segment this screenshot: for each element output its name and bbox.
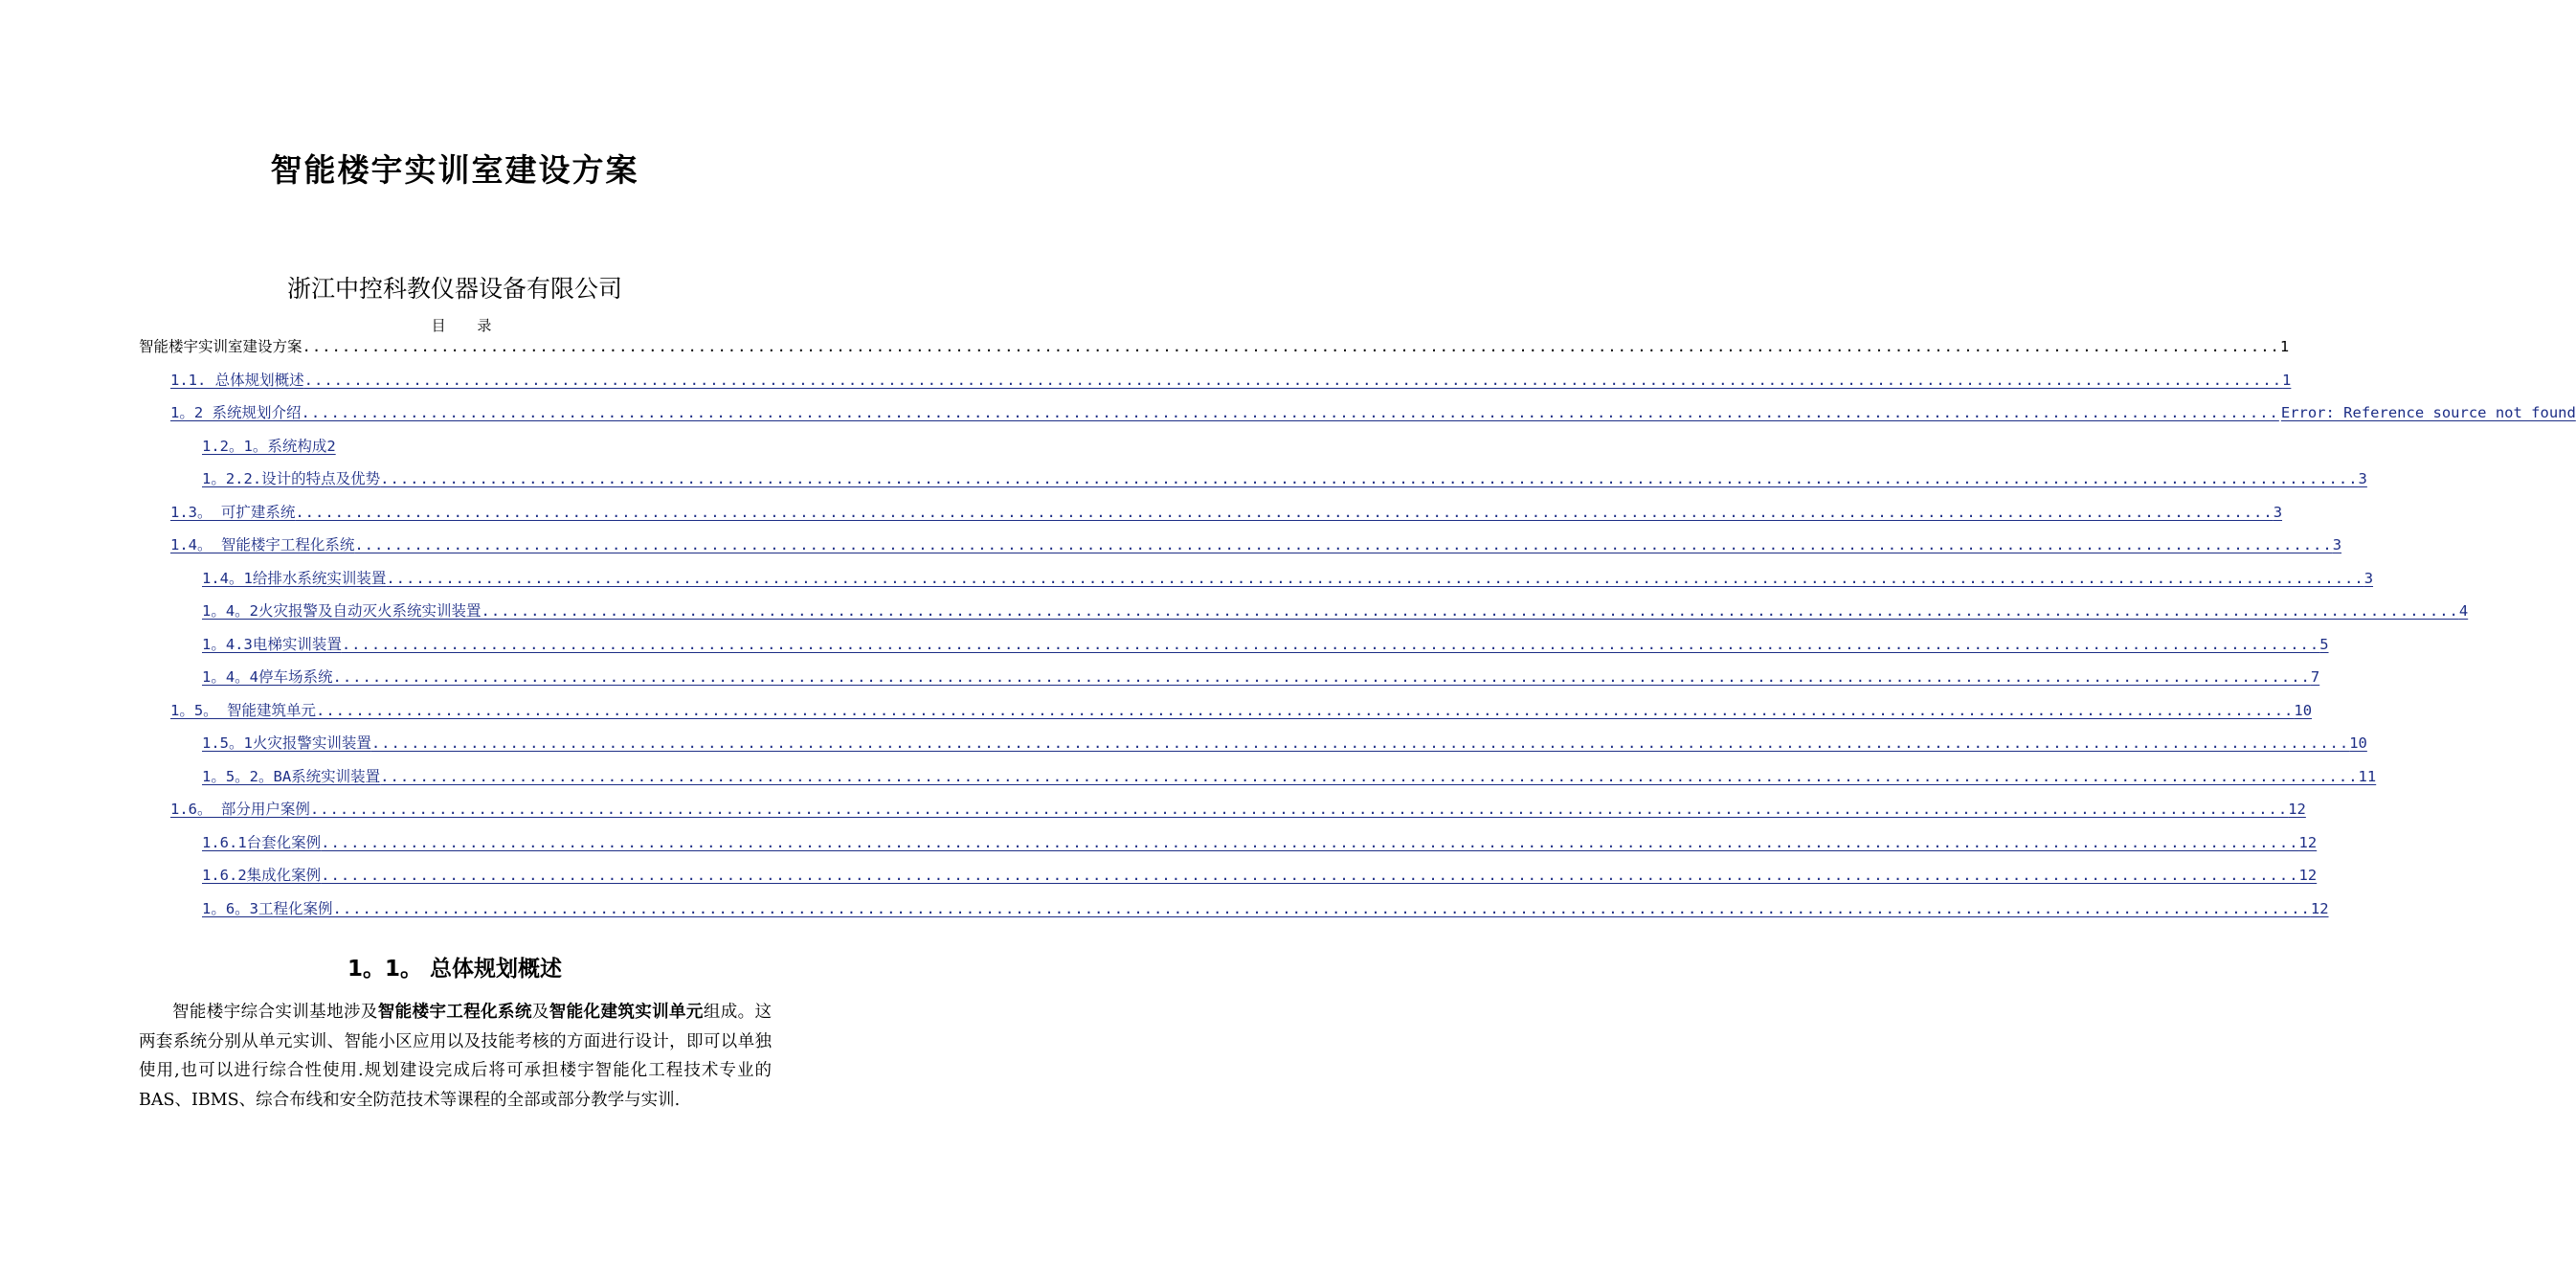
toc-entry[interactable] [170,798,2306,821]
toc-dot-leader: ........................................................................................................................................................................................................ [321,867,2299,884]
toc-dot-leader: ........................................................................................................................................................................................................ [295,503,2274,521]
toc-dot-leader: ........................................................................................................................................................................................................ [370,734,2350,752]
toc-entry-label: 1.5。1火灾报警实训装置 [202,734,371,752]
toc-entry[interactable] [170,369,2292,392]
toc-entry[interactable] [202,467,2367,490]
toc-entry-label: 1。4。2火灾报警及自动灭火系统实训装置 [202,602,482,620]
toc-dot-leader: ........................................................................................................................................................................................................ [380,767,2359,785]
toc-entry-page: 3 [2363,569,2374,587]
toc-entry-page: 12 [2298,867,2318,884]
toc-entry-label: 1.4。1给排水系统实训装置 [202,569,387,587]
toc-entry-label: 1.6.2集成化案例 [202,867,322,884]
toc-dot-leader: ........................................................................................................................................................................................................ [380,470,2359,487]
toc-entry-page: 1 [2279,338,2290,355]
toc-dot-leader: ........................................................................................................................................................................................................ [386,569,2364,587]
toc-entry-label: 1。6。3工程化案例 [202,899,333,917]
toc-entry-page: 10 [2349,734,2367,752]
toc-entry[interactable] [202,567,2374,590]
toc-entry-page: 7 [2310,668,2320,686]
toc-entry-page: 12 [2298,833,2318,851]
paragraph-text: 及 [531,1003,549,1022]
toc-dot-leader: ........................................................................................................................................................................................................ [332,668,2311,686]
body-paragraph [139,998,772,1115]
toc-entry-page: 1 [2282,371,2292,389]
toc-entry[interactable] [202,765,2377,788]
toc-entry[interactable] [202,897,2329,920]
toc-dot-leader: ........................................................................................................................................................................................................ [341,635,2320,653]
toc-entry-page: 3 [2332,536,2342,553]
paragraph-text: 智能楼宇综合实训基地涉及 [172,1003,378,1022]
company-name: 浙江中控科教仪器设备有限公司 [286,275,622,303]
toc-entry-page: 3 [2273,503,2283,521]
toc-entry-page: 5 [2319,635,2329,653]
toc-entry-label: 1.1. 总体规划概述 [170,371,304,389]
toc-entry-page: 12 [2310,899,2329,917]
toc-entry[interactable] [202,666,2320,689]
toc-dot-leader: ........................................................................................................................................................................................................ [316,701,2295,719]
toc-entry[interactable] [202,599,2469,622]
toc-dot-leader: ........................................................................................................................................................................................................ [354,536,2333,553]
toc-entry-page: 4 [2458,602,2469,620]
toc-entry[interactable] [170,699,2313,722]
toc-entry-label: 1。4.3电梯实训装置 [202,635,342,653]
toc-entry-label: 1。2.2.设计的特点及优势 [202,470,381,487]
document-title: 智能楼宇实训室建设方案 [270,151,639,189]
toc-entry-error: Error: Reference source not found [2280,404,2576,421]
toc-dot-leader: ........................................................................................................................................................................................................ [321,833,2299,851]
toc-entry-label: 1.6。 部分用户案例 [170,801,310,818]
toc-entry-page: 3 [2358,470,2367,487]
toc-entry-label: 1.3。 可扩建系统 [170,503,296,521]
toc-entry-page: 12 [2288,801,2306,818]
toc-entry[interactable] [202,831,2318,854]
toc-entry[interactable] [170,533,2342,556]
toc-entry [139,335,2290,358]
toc-entry-page: 10 [2294,701,2313,719]
toc-entry-label: 智能楼宇实训室建设方案 [139,338,302,355]
toc-dot-leader: ........................................................................................................................................................................................................ [481,602,2459,620]
toc-entry[interactable] [202,732,2367,755]
toc-entry-label: 1.4。 智能楼宇工程化系统 [170,536,355,553]
toc-entry-label: 1。4。4停车场系统 [202,668,333,686]
paragraph-bold-term: 智能化建筑实训单元 [549,1003,704,1022]
section-heading: 1。1。 总体规划概述 [347,957,562,982]
paragraph-bold-term: 智能楼宇工程化系统 [377,1003,532,1022]
toc-dot-leader: ........................................................................................................................................................................................................ [332,899,2311,917]
toc-dot-leader: ........................................................................................................................................................................................................ [301,404,2279,421]
toc-entry[interactable] [170,501,2283,524]
toc-dot-leader: ........................................................................................................................................................................................................ [303,371,2283,389]
toc-entry[interactable] [170,401,2576,424]
toc-entry-label: 1.2。1。系统构成2 [202,437,336,455]
toc-entry-label: 1。2 系统规划介绍 [170,404,302,421]
toc-entry-page: 11 [2358,767,2377,785]
toc-entry[interactable] [202,633,2329,656]
toc-dot-leader: ........................................................................................................................................................................................................ [309,801,2289,818]
toc-entry[interactable] [202,864,2318,887]
paragraph-text: 组成。这两套系统分别从单元实训、智能小区应用以及技能考核的方面进行设计，即可以单独使用,也可以进行综合性使用.规划建设完成后将可承担楼宇智能化工程技术专业的BAS、IBMS、综合布线和安全防范技术等课程的全部或部分教学与实训. [139,1003,773,1110]
toc-entry-label: 1.6.1台套化案例 [202,833,322,851]
toc-entry[interactable] [202,435,336,458]
toc-entry-label: 1。5。 智能建筑单元 [170,701,316,719]
toc-dot-leader: ........................................................................................................................................................................................................ [302,338,2280,355]
toc-entry-label: 1。5。2。BA系统实训装置 [202,767,381,785]
toc-heading: 目 录 [431,317,505,334]
